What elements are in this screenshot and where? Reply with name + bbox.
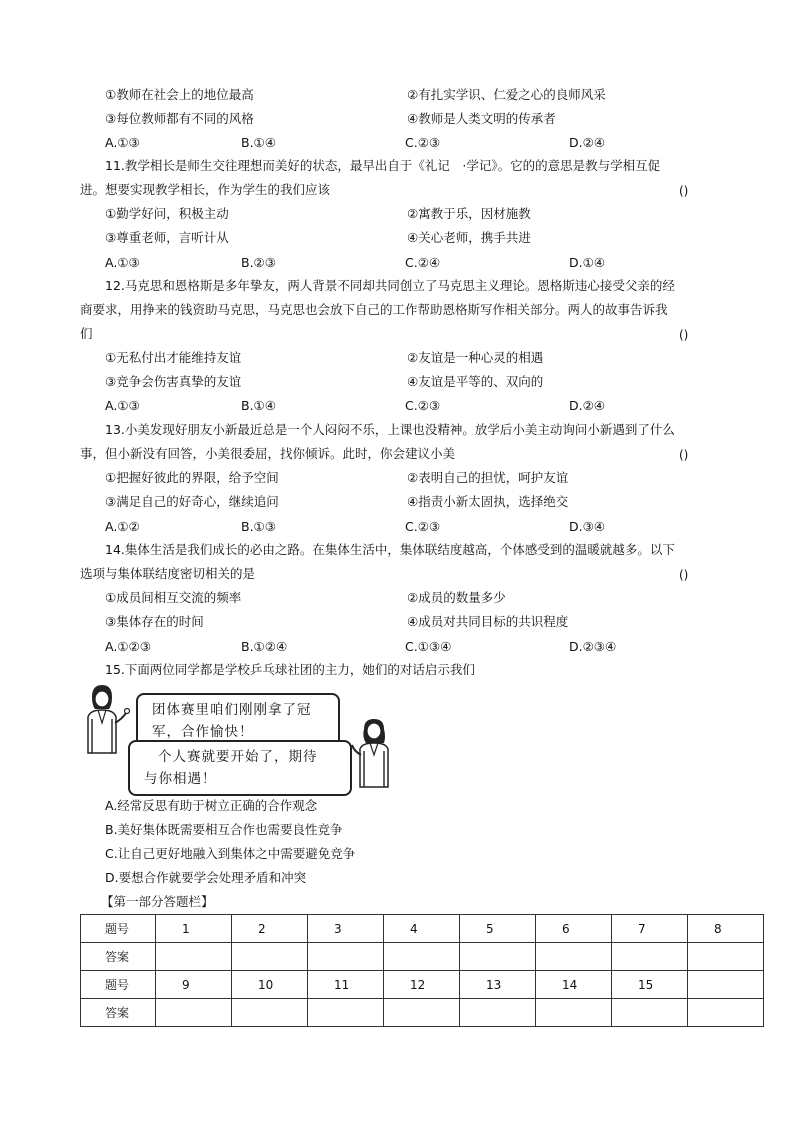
- speech-bubble-2: [128, 740, 352, 796]
- answer-cell[interactable]: [232, 943, 308, 971]
- question-number: 6: [536, 915, 612, 943]
- question-number: 14: [536, 971, 612, 999]
- header-answer: 答案: [81, 999, 156, 1027]
- q13-choice-b: B.①③: [241, 519, 276, 534]
- q13-answer-paren: (): [679, 448, 689, 462]
- q15-choice-a: A.经常反思有助于树立正确的合作观念: [105, 798, 318, 813]
- q11-choice-b: B.②③: [241, 255, 276, 270]
- q10-choice-b: B.①④: [241, 135, 276, 150]
- q12-stem-line3: 们: [80, 326, 93, 341]
- bubble2-line1: 个人赛就要开始了，期待: [158, 749, 318, 765]
- q14-choice-a: A.①②③: [105, 639, 151, 654]
- answer-cell[interactable]: [536, 943, 612, 971]
- q14-choice-d: D.②③④: [569, 639, 617, 654]
- question-number: 10: [232, 971, 308, 999]
- answer-cell[interactable]: [308, 999, 384, 1027]
- question-number: 4: [384, 915, 460, 943]
- q13-option-1: ①把握好彼此的界限，给予空间: [105, 470, 279, 485]
- answer-cell[interactable]: [156, 943, 232, 971]
- header-answer: 答案: [81, 943, 156, 971]
- bubble1-line1: 团体赛里咱们刚刚拿了冠: [152, 702, 312, 718]
- answer-cell[interactable]: [536, 999, 612, 1027]
- answer-cell[interactable]: [460, 999, 536, 1027]
- question-number: 8: [688, 915, 764, 943]
- question-number: [688, 971, 764, 999]
- q13-option-2: ②表明自己的担忧，呵护友谊: [407, 470, 569, 485]
- question-number: 1: [156, 915, 232, 943]
- answer-cell[interactable]: [460, 943, 536, 971]
- q13-option-4: ④指责小新太固执，选择绝交: [407, 494, 569, 509]
- q12-choice-d: D.②④: [569, 398, 606, 413]
- q11-option-1: ①勤学好问，积极主动: [105, 206, 229, 221]
- header-no: 题号: [81, 915, 156, 943]
- question-number: 2: [232, 915, 308, 943]
- q15-choice-d: D.要想合作就要学会处理矛盾和冲突: [105, 870, 307, 885]
- q13-choice-d: D.③④: [569, 519, 606, 534]
- q12-stem-line1: 12.马克思和恩格斯是多年挚友，两人背景不同却共同创立了马克思主义理论。恩格斯违心接受父亲的经: [105, 278, 675, 293]
- q11-stem-line1: 11.教学相长是师生交往理想而美好的状态，最早出自于《礼记 ·学记》。它的的意思是教与学相互促: [105, 158, 661, 173]
- q10-choice-a: A.①③: [105, 135, 140, 150]
- q11-answer-paren: (): [679, 184, 689, 198]
- q11-choice-c: C.②④: [405, 255, 441, 270]
- q12-answer-paren: (): [679, 328, 689, 342]
- q11-stem-line2: 进。想要实现教学相长，作为学生的我们应该: [80, 182, 331, 197]
- q14-choice-b: B.①②④: [241, 639, 288, 654]
- question-number: 5: [460, 915, 536, 943]
- q14-option-3: ③集体存在的时间: [105, 614, 204, 629]
- q15-stem: 15.下面两位同学都是学校乒乓球社团的主力，她们的对话启示我们: [105, 662, 475, 677]
- q10-choice-c: C.②③: [405, 135, 441, 150]
- q11-option-3: ③尊重老师，言听计从: [105, 230, 229, 245]
- q15-choice-c: C.让自己更好地融入到集体之中需要避免竞争: [105, 846, 356, 861]
- answer-cell[interactable]: [156, 999, 232, 1027]
- question-number: 9: [156, 971, 232, 999]
- q13-stem-line1: 13.小美发现好朋友小新最近总是一个人闷闷不乐，上课也没精神。放学后小美主动询问小新遇到了什么: [105, 422, 675, 437]
- q14-option-2: ②成员的数量多少: [407, 590, 506, 605]
- q14-answer-paren: (): [679, 568, 689, 582]
- answer-cell[interactable]: [688, 943, 764, 971]
- q12-option-2: ②友谊是一种心灵的相遇: [407, 350, 544, 365]
- q11-choice-d: D.①④: [569, 255, 606, 270]
- table-row: [81, 999, 764, 1027]
- q10-option-2: ②有扎实学识、仁爱之心的良师风采: [407, 87, 606, 102]
- question-number: 3: [308, 915, 384, 943]
- bubble2-line2: 与你相遇！: [144, 771, 217, 787]
- q12-option-1: ①无私付出才能维持友谊: [105, 350, 242, 365]
- q12-choice-c: C.②③: [405, 398, 441, 413]
- answer-cell[interactable]: [232, 999, 308, 1027]
- answer-cell[interactable]: [308, 943, 384, 971]
- girl-right-illustration: [350, 717, 402, 789]
- q11-option-2: ②寓教于乐，因材施教: [407, 206, 531, 221]
- q13-option-3: ③满足自己的好奇心，继续追问: [105, 494, 279, 509]
- q14-option-1: ①成员间相互交流的频率: [105, 590, 242, 605]
- q12-stem-line2: 商要求，用挣来的钱资助马克思，马克思也会放下自己的工作帮助恩格斯写作相关部分。两人的故事告诉我: [80, 302, 668, 317]
- answer-cell[interactable]: [384, 999, 460, 1027]
- answer-sheet-table: [80, 914, 764, 1027]
- q11-choice-a: A.①③: [105, 255, 140, 270]
- q10-option-1: ①教师在社会上的地位最高: [105, 87, 254, 102]
- question-number: 15: [612, 971, 688, 999]
- table-row: [81, 943, 764, 971]
- q14-stem-line1: 14.集体生活是我们成长的必由之路。在集体生活中，集体联结度越高，个体感受到的温暖就越多。以下: [105, 542, 675, 557]
- bubble1-line2: 军，合作愉快！: [152, 724, 254, 740]
- q14-stem-line2: 选项与集体联结度密切相关的是: [80, 566, 256, 581]
- q10-choice-d: D.②④: [569, 135, 606, 150]
- q13-choice-c: C.②③: [405, 519, 441, 534]
- question-number: 13: [460, 971, 536, 999]
- q14-option-4: ④成员对共同目标的共识程度: [407, 614, 569, 629]
- q11-option-4: ④关心老师，携手共进: [407, 230, 531, 245]
- question-number: 11: [308, 971, 384, 999]
- q10-option-4: ④教师是人类文明的传承者: [407, 111, 556, 126]
- q13-stem-line2: 事，但小新没有回答，小美很委屈，找你倾诉。此时，你会建议小美: [80, 446, 456, 461]
- q12-choice-b: B.①④: [241, 398, 276, 413]
- q12-choice-a: A.①③: [105, 398, 140, 413]
- answer-cell[interactable]: [688, 999, 764, 1027]
- q12-option-3: ③竞争会伤害真挚的友谊: [105, 374, 242, 389]
- answer-sheet-title: 【第一部分答题栏】: [101, 894, 214, 909]
- q10-option-3: ③每位教师都有不同的风格: [105, 111, 254, 126]
- answer-cell[interactable]: [384, 943, 460, 971]
- table-row: [81, 915, 764, 943]
- q12-option-4: ④友谊是平等的、双向的: [407, 374, 544, 389]
- girl-left-illustration: [78, 683, 134, 755]
- question-number: 12: [384, 971, 460, 999]
- header-no: 题号: [81, 971, 156, 999]
- q13-choice-a: A.①②: [105, 519, 140, 534]
- answer-cell[interactable]: [612, 943, 688, 971]
- answer-cell[interactable]: [612, 999, 688, 1027]
- q15-choice-b: B.美好集体既需要相互合作也需要良性竞争: [105, 822, 343, 837]
- question-number: 7: [612, 915, 688, 943]
- table-row: [81, 971, 764, 999]
- q14-choice-c: C.①③④: [405, 639, 452, 654]
